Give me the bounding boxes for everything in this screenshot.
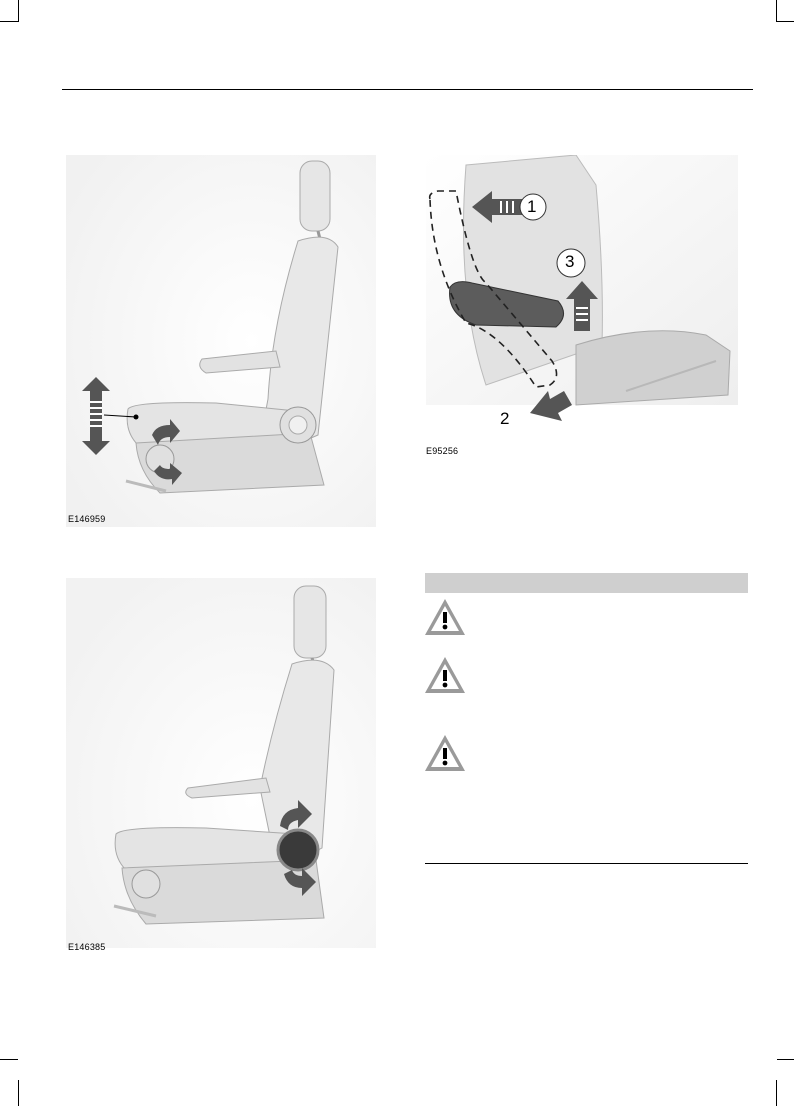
- crop-mark-top-right: [776, 0, 777, 22]
- figure-code: E146385: [68, 942, 106, 952]
- seat-backrest-illustration: [66, 578, 376, 948]
- figure-seat-height: [66, 155, 376, 527]
- figure-code: E95256: [426, 446, 459, 456]
- armrest-illustration: [426, 155, 738, 445]
- crop-mark-bottom-right-h: [777, 1059, 794, 1060]
- crop-mark-top-left-h: [0, 21, 18, 22]
- warning-heading-bar: [425, 573, 748, 593]
- crop-mark-top-left: [18, 0, 19, 22]
- header-rule: [62, 89, 753, 90]
- section-end-rule: [425, 863, 748, 864]
- figure-armrest: [426, 155, 738, 460]
- callout-1: 1: [527, 197, 537, 216]
- seat-height-illustration: [66, 155, 376, 527]
- figure-seat-backrest: [66, 578, 376, 958]
- warning-triangle-icon: [423, 597, 467, 637]
- crop-mark-top-right-h: [777, 21, 794, 22]
- callout-2: 2: [500, 409, 510, 428]
- crop-mark-bottom-left-h: [0, 1059, 18, 1060]
- figure-code: E146959: [68, 514, 106, 524]
- crop-mark-bottom-right: [776, 1080, 777, 1106]
- crop-mark-bottom-left: [18, 1080, 19, 1106]
- warning-triangle-icon: [423, 733, 467, 773]
- warning-triangle-icon: [423, 655, 467, 695]
- callout-3: 3: [565, 252, 575, 271]
